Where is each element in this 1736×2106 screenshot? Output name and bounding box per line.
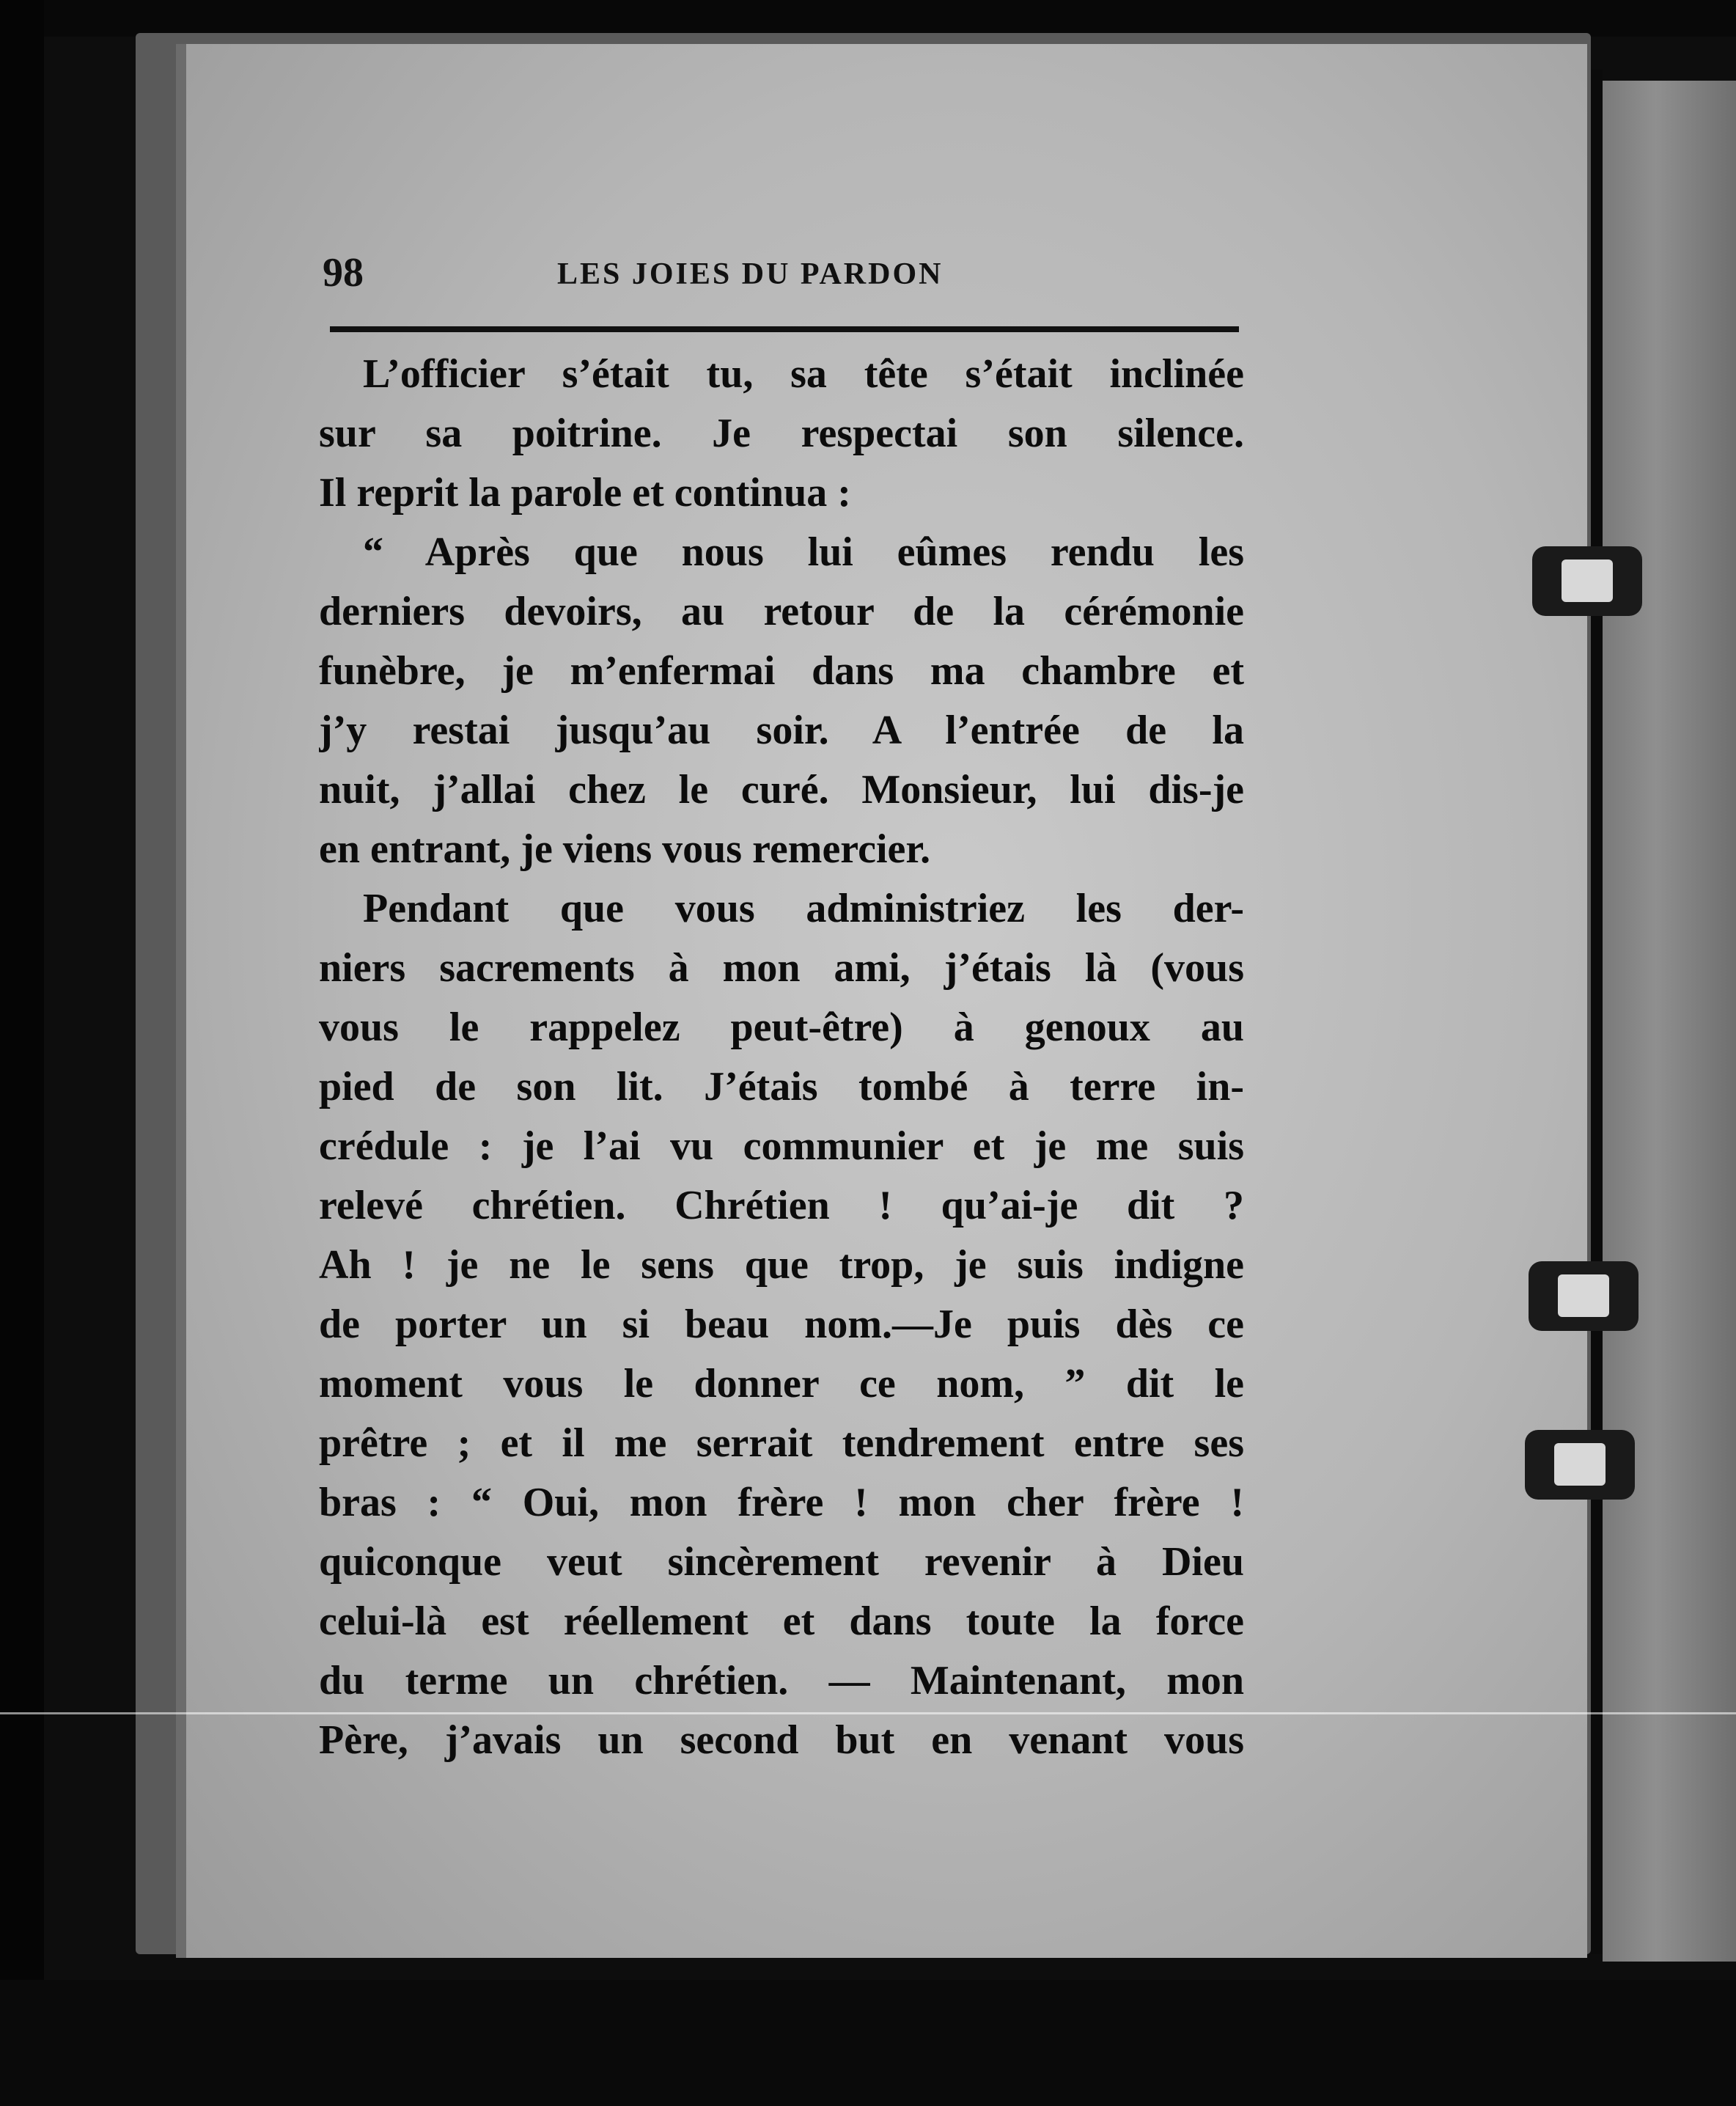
text-line: de porter un si beau nom.—Je puis dès ce xyxy=(319,1302,1244,1347)
text-line: derniers devoirs, au retour de la cérémonie xyxy=(319,589,1244,634)
body-text xyxy=(319,345,1244,1770)
text-line: en entrant, je viens vous remercier. xyxy=(319,826,931,872)
scan-artifact-line xyxy=(0,1712,1736,1714)
text-line: nuit, j’allai chez le curé. Monsieur, lui dis-je xyxy=(319,767,1244,812)
text-line: relevé chrétien. Chrétien ! qu’ai-je dit ? xyxy=(319,1183,1244,1228)
text-line: moment vous le donner ce nom, ” dit le xyxy=(319,1361,1244,1406)
text-line: bras : “ Oui, mon frère ! mon cher frère ! xyxy=(319,1480,1244,1525)
facing-page-edge xyxy=(1603,81,1736,1962)
running-title: LES JOIES DU PARDON xyxy=(557,257,944,291)
binding-clip xyxy=(1525,1430,1635,1500)
scan-border-left xyxy=(0,0,44,2106)
text-line: Il reprit la parole et continua : xyxy=(319,470,851,516)
text-line: du terme un chrétien. — Maintenant, mon xyxy=(319,1658,1244,1703)
text-line: Père, j’avais un second but en venant vous xyxy=(319,1717,1244,1763)
text-line: prêtre ; et il me serrait tendrement entre ses xyxy=(319,1420,1244,1466)
text-line: L’officier s’était tu, sa tête s’était inclinée xyxy=(363,351,1244,397)
page-header xyxy=(323,249,1239,308)
book-gutter xyxy=(1591,70,1603,1954)
binding-clip xyxy=(1529,1261,1638,1331)
page-number: 98 xyxy=(323,250,364,296)
scan-border-bottom xyxy=(0,1980,1736,2106)
text-line: Ah ! je ne le sens que trop, je suis indigne xyxy=(319,1242,1244,1288)
text-line: celui-là est réellement et dans toute la force xyxy=(319,1599,1244,1644)
text-line: pied de son lit. J’étais tombé à terre in- xyxy=(319,1064,1244,1109)
text-line: quiconque veut sincèrement revenir à Dieu xyxy=(319,1539,1244,1585)
text-line: sur sa poitrine. Je respectai son silence. xyxy=(319,411,1244,456)
text-line: “ Après que nous lui eûmes rendu les xyxy=(363,529,1244,575)
text-line: vous le rappelez peut-être) à genoux au xyxy=(319,1005,1244,1050)
text-line: Pendant que vous administriez les der- xyxy=(363,886,1244,931)
header-rule xyxy=(330,326,1239,332)
text-line: crédule : je l’ai vu communier et je me suis xyxy=(319,1123,1244,1169)
text-line: funèbre, je m’enfermai dans ma chambre et xyxy=(319,648,1244,694)
scan-border-top xyxy=(0,0,1736,37)
binding-clip xyxy=(1532,546,1642,616)
text-line: j’y restai jusqu’au soir. A l’entrée de la xyxy=(319,708,1244,753)
text-line: niers sacrements à mon ami, j’étais là (vous xyxy=(319,945,1244,991)
